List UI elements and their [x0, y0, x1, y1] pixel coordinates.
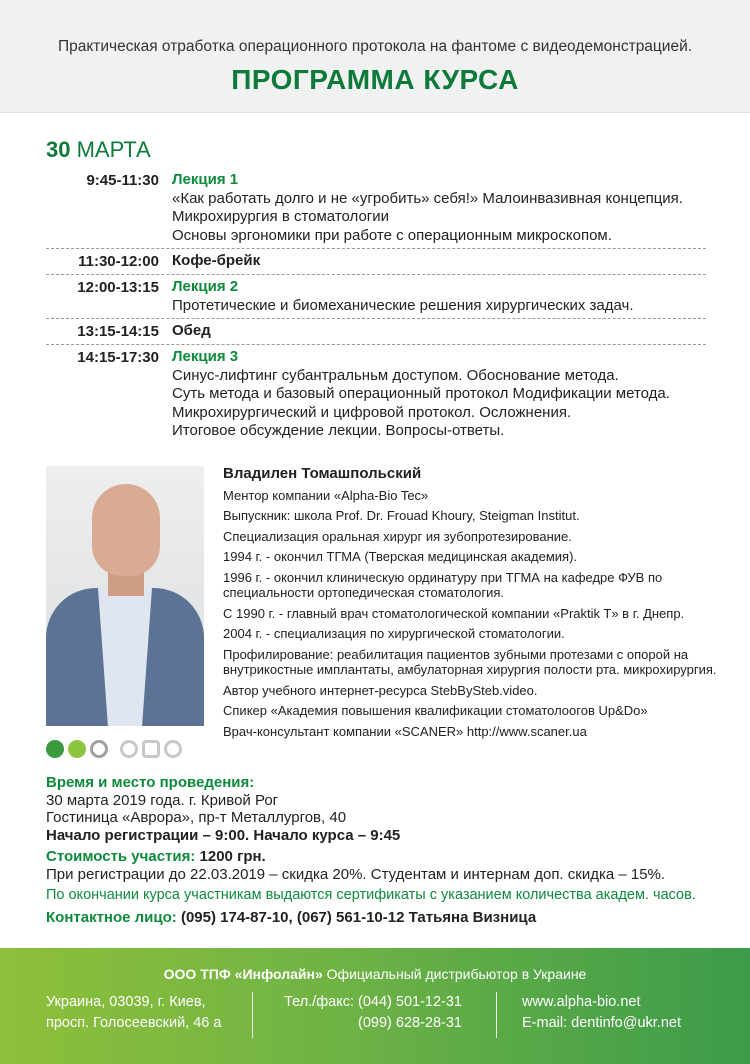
- schedule: [46, 168, 706, 444]
- venue-label: Время и место проведения:: [46, 774, 255, 791]
- registration-time: Начало регистрации – 9:00. Начало курса – 9:45: [46, 826, 401, 844]
- schedule-row: [46, 275, 706, 319]
- speaker-name: Владилен Томашпольский: [223, 465, 422, 482]
- bio-item: Врач-консультант компании «SCANER» http://www.scaner.ua: [223, 723, 587, 739]
- contact-label: Контактное лицо:: [46, 908, 177, 926]
- event-info: [46, 774, 726, 926]
- lecture-line: Протетические и биомеханические решения хирургических задач.: [172, 296, 634, 314]
- lecture-line: Суть метода и базовый операционный протокол Модификации метода.: [172, 385, 670, 402]
- lecture-line: «Как работать долго и не «угробить» себя!» Малоинвазивная концепция.: [172, 189, 683, 207]
- bio-item: Выпускник: школа Prof. Dr. Frouad Khoury, Steigman Institut.: [223, 508, 580, 523]
- bio-item: 1994 г. - окончил ТГМА (Тверская медицинская академия).: [223, 549, 578, 564]
- lecture-heading: Лекция 3: [172, 348, 239, 365]
- schedule-content: [159, 252, 260, 271]
- schedule-content: [159, 322, 211, 341]
- venue-line: Гостиница «Аврора», пр-т Металлургов, 40: [46, 809, 347, 826]
- lecture-heading: Лекция 1: [172, 171, 239, 188]
- contact-value: (095) 174-87-10, (067) 561-10-12 Татьяна Визница: [180, 908, 537, 926]
- venue-line: 30 марта 2019 года. г. Кривой Рог: [46, 791, 279, 809]
- schedule-time: 11:30-12:00: [78, 253, 159, 270]
- schedule-content: [159, 278, 634, 315]
- lecture-line: Микрохирургия в стоматологии: [172, 208, 390, 225]
- price-line: [46, 848, 726, 866]
- break-title: Кофе-брейк: [172, 252, 261, 269]
- speaker-photo: [46, 466, 204, 726]
- schedule-row: [46, 168, 706, 249]
- footer: [0, 948, 750, 1064]
- level-icon-4: [120, 740, 138, 758]
- photo-head: [92, 484, 160, 576]
- schedule-time: 9:45-11:30: [86, 172, 159, 189]
- schedule-content: [159, 171, 683, 245]
- lecture-line: Основы эргономики при работе с операционным микроскопом.: [172, 226, 612, 244]
- header: [0, 0, 750, 113]
- bio-item: Ментор компании «Alpha-Bio Tec»: [223, 487, 429, 503]
- certificate-text: По окончании курса участникам выдаются сертификаты с указанием количества академ. часов.: [46, 887, 696, 903]
- bio-item: Профилирование: реабилитация пациентов зубными протезами с опорой на внутрикостные имплантаты, амбулаторная хирургия полости рта. микрохирургия.: [223, 646, 717, 677]
- discount-text: При регистрации до 22.03.2019 – скидка 20%. Студентам и интернам доп. скидка – 15%.: [46, 865, 666, 883]
- bio-item: Спикер «Академия повышения квалификации стоматолоогов Up&Do»: [223, 703, 648, 718]
- date-month: МАРТА: [76, 137, 151, 162]
- website-link[interactable]: www.alpha-bio.net: [522, 994, 641, 1010]
- schedule-time: 14:15-17:30: [77, 349, 159, 366]
- schedule-content: [159, 348, 670, 441]
- level-icons: [46, 740, 182, 758]
- lecture-heading: Лекция 2: [172, 278, 239, 295]
- footer-address: [46, 992, 221, 1034]
- course-subtitle: Практическая отработка операционного протокола на фантоме с видеодемонстрацией.: [57, 38, 693, 55]
- company-desc: Официальный дистрибьютор в Украине: [326, 966, 587, 982]
- lecture-line: Микрохирургический и цифровой протокол. Осложнения.: [172, 403, 572, 421]
- price-value: 1200 грн.: [199, 848, 266, 865]
- bio-item: Специализация оральная хирург ия зубопротезирование.: [223, 528, 572, 544]
- footer-web: [522, 992, 681, 1034]
- level-icon-5: [142, 740, 160, 758]
- footer-divider: [252, 992, 253, 1038]
- phone-line: (099) 628-28-31: [358, 1015, 462, 1031]
- footer-divider: [496, 992, 497, 1038]
- email-link[interactable]: E-mail: dentinfo@ukr.net: [522, 1015, 681, 1031]
- footer-phones: [276, 992, 462, 1034]
- schedule-row: [46, 345, 706, 444]
- page-title: ПРОГРАММА КУРСА: [231, 64, 519, 95]
- level-icon-2: [68, 740, 86, 758]
- address-line: Украина, 03039, г. Киев,: [46, 994, 206, 1010]
- lecture-line: Синус-лифтинг субантральньм доступом. Обоснование метода.: [172, 366, 619, 384]
- company-name: ООО ТПФ «Инфолайн»: [163, 966, 323, 982]
- level-icon-1: [46, 740, 64, 758]
- schedule-row: [46, 249, 706, 275]
- lecture-line: Итоговое обсуждение лекции. Вопросы-ответы.: [172, 422, 505, 439]
- schedule-time: 12:00-13:15: [77, 279, 159, 296]
- address-line: просп. Голосеевский, 46 а: [46, 1015, 222, 1031]
- speaker-bio: [223, 466, 723, 744]
- level-icon-6: [164, 740, 182, 758]
- phone-line: Тел./факс: (044) 501-12-31: [284, 994, 462, 1010]
- footer-company-line: [0, 966, 750, 982]
- schedule-row: [46, 319, 706, 345]
- bio-item: С 1990 г. - главный врач стоматологической компании «Praktik T» в г. Днепр.: [223, 605, 685, 621]
- break-title: Обед: [172, 322, 211, 339]
- price-label: Стоимость участия:: [46, 848, 196, 865]
- level-icon-3: [90, 740, 108, 758]
- contact-line: [46, 909, 726, 927]
- date-day: 30: [46, 137, 71, 162]
- schedule-time: 13:15-14:15: [77, 323, 159, 340]
- bio-item: 2004 г. - специализация по хирургической стоматологии.: [223, 626, 565, 641]
- bio-item: Автор учебного интернет-ресурса StebBySteb.video.: [223, 682, 538, 698]
- course-date: [46, 137, 151, 163]
- bio-item: 1996 г. - окончил клиническую ординатуру при ТГМА на кафедре ФУВ по специальности ортопедическая стоматология.: [223, 569, 663, 600]
